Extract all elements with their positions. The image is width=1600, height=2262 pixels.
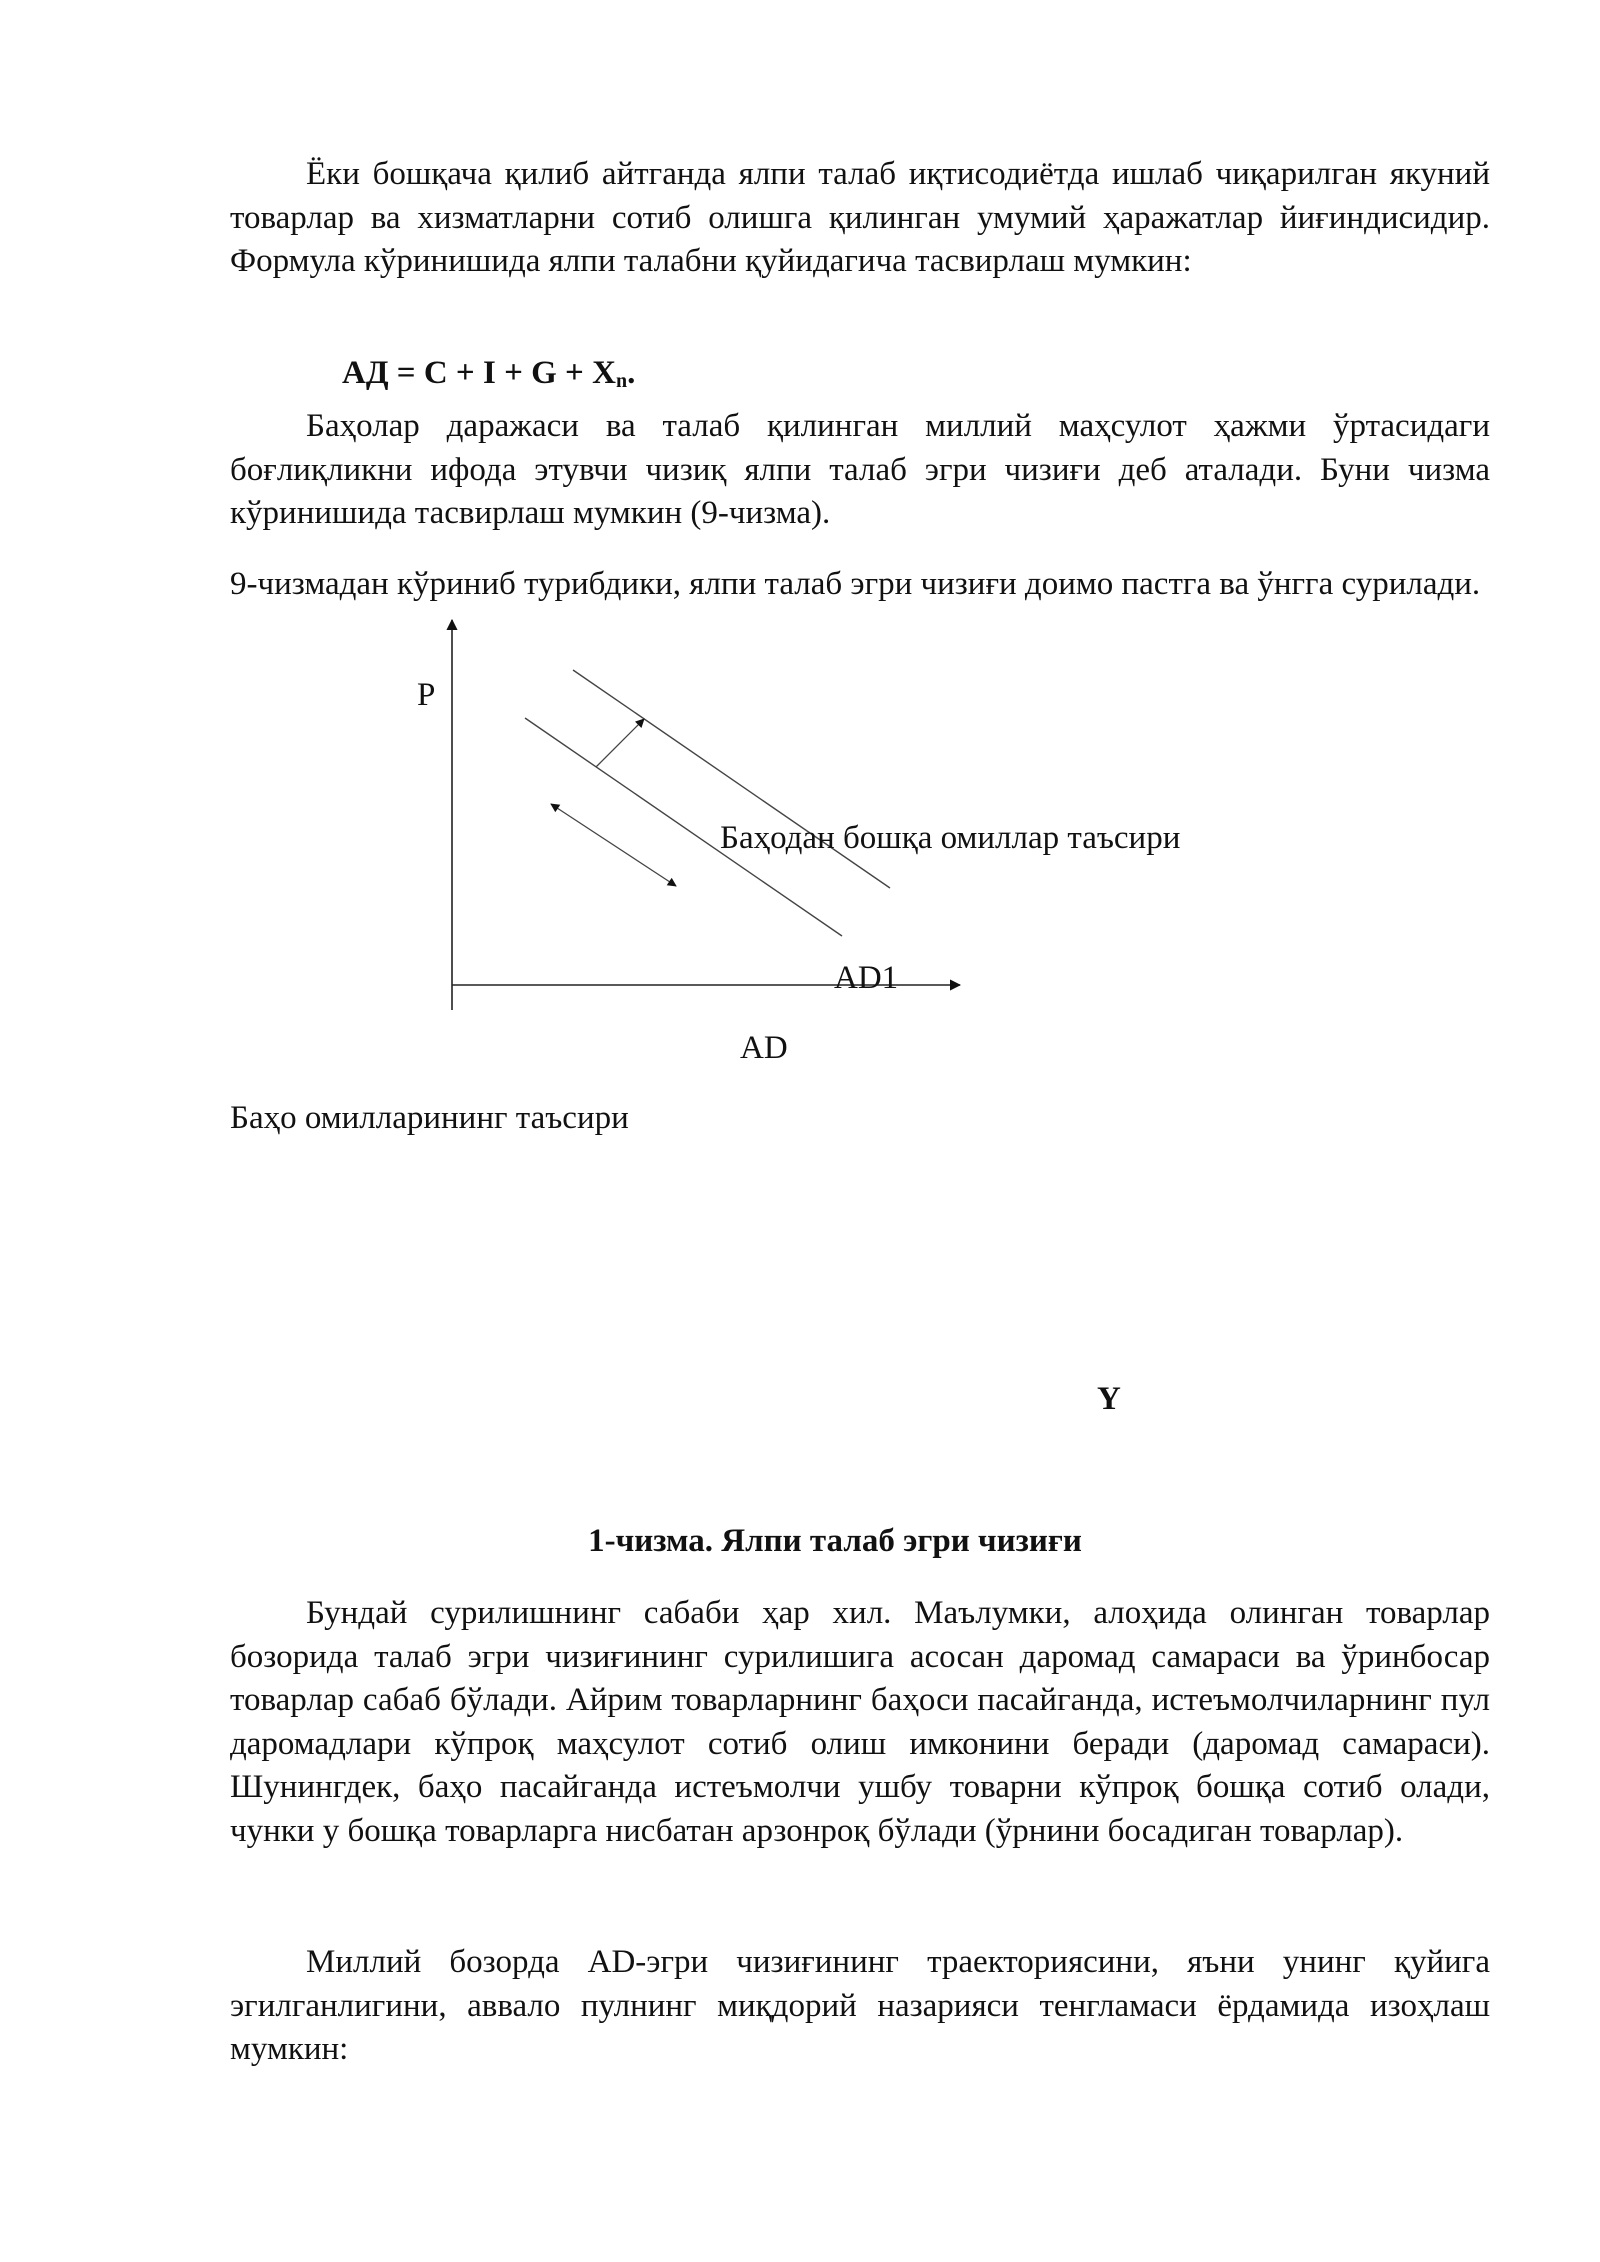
formula-main: АД = C + I + G + X bbox=[342, 355, 616, 391]
paragraph-curve-shift: 9-чизмадан кўриниб турибдики, ялпи талаб эгри чизиғи доимо пастга ва ўнгга сурилади. bbox=[230, 566, 1481, 602]
formula-tail: . bbox=[627, 355, 636, 391]
paragraph-curve-definition: Баҳолар даражаси ва талаб қилинган миллий маҳсулот ҳажми ўртасидаги боғлиқликни ифода этувчи чизиқ ялпи талаб эгри чизиғи деб аталади. Буни чизма кўринишида тасвирлаш мумкин (9-чизма). bbox=[230, 408, 1490, 531]
formula-subscript: n bbox=[615, 370, 628, 392]
label-non-price-factors: Баҳодан бошқа омиллар таъсири bbox=[720, 820, 1181, 856]
paragraph-aggregate-demand-definition: Ёки бошқача қилиб айтганда ялпи талаб иқтисодиётда ишлаб чиқарилган якуний товарлар ва хизматларни сотиб олишга қилинган умумий ҳаражатлар йиғиндисидир. Формула кўринишида ялпи талабни қуйидагича тасвирлаш мумкин: bbox=[230, 156, 1490, 279]
paragraph-shift-reasons: Бундай сурилишнинг сабаби ҳар хил. Маълумки, алоҳида олинган товарлар бозорида талаб эгри чизиғининг сурилишига асосан даромад самараси ва ўринбосар товарлар сабаб бўлади. Айрим товарларнинг баҳоси пасайганда, истеъмолчиларнинг пул даромадлари кўпроқ маҳсулот сотиб олиш имконини беради (даромад самараси). Шунингдек, баҳо пасайганда истеъмолчи ушбу товарни кўпроқ бошқа сотиб олади, чунки у бошқа товарларга нисбатан арзонроқ бўлади (ўрнини босадиган товарлар). bbox=[230, 1595, 1490, 1849]
axis-label-p: P bbox=[417, 677, 436, 713]
axis-label-y: Y bbox=[1097, 1381, 1121, 1417]
label-price-factors: Баҳо омилларининг таъсири bbox=[230, 1100, 629, 1136]
paragraph-quantity-theory: Миллий бозорда AD-эгри чизиғининг траекториясини, яъни унинг қуйига эгилганлигини, аввало пулнинг миқдорий назарияси тенгламаси ёрдамида изоҳлаш мумкин: bbox=[230, 1944, 1490, 2067]
label-ad: AD bbox=[740, 1030, 788, 1066]
label-ad1: AD1 bbox=[834, 960, 899, 996]
movement-arrow bbox=[551, 804, 676, 886]
figure-caption: 1-чизма. Ялпи талаб эгри чизиғи bbox=[588, 1523, 1082, 1559]
shift-arrow bbox=[596, 719, 644, 767]
